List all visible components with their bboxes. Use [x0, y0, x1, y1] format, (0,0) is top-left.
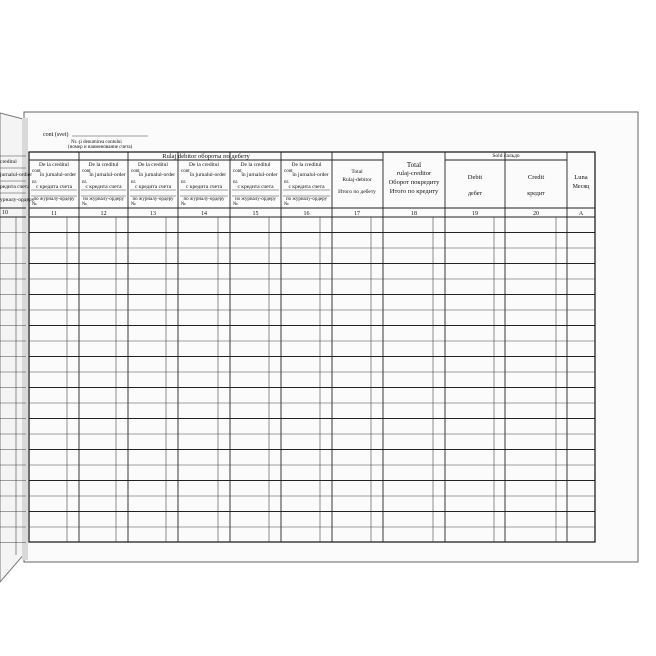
- total-credit-line: Total: [406, 161, 422, 169]
- left-header-line: creditul: [0, 159, 17, 165]
- debit-col-line3: în jurnalul-order: [89, 172, 126, 178]
- cont-label: cont (svet): [43, 132, 69, 138]
- debit-col-line3: în jurnalul-order: [189, 172, 227, 178]
- debit-col-line4: nr.: [181, 180, 187, 185]
- luna-ro: Luna: [574, 174, 588, 181]
- debit-group-title: Rulaj debitor обороты по дебету: [162, 153, 250, 160]
- debit-col-line3: în jurnalul-order: [39, 172, 77, 178]
- sold-credit-ru: кредит: [527, 191, 545, 197]
- left-header-line: jurnalul-ordier: [0, 172, 33, 178]
- debit-col-line3: în jurnalul-order: [292, 172, 329, 178]
- column-number: 17: [354, 211, 360, 217]
- debit-col-line6: по журналу-ордеру: [183, 197, 225, 202]
- total-debit-line: Rulaj-debitor: [342, 177, 372, 183]
- debit-col-line2: cont: [82, 169, 91, 174]
- debit-col-line1: De la creditul: [189, 162, 219, 168]
- column-number: 12: [100, 211, 107, 217]
- sold-debit-ro: Debit: [467, 174, 483, 181]
- luna-ru: Месяц: [572, 184, 590, 190]
- debit-col-line6: по журналу-ордеру: [285, 197, 328, 202]
- total-credit-line: rulaj-creditor: [396, 170, 432, 177]
- debit-col-line1: De la creditul: [39, 162, 69, 168]
- debit-col-line4: nr.: [131, 180, 137, 185]
- sold-title: Sold сальдо: [492, 153, 520, 159]
- debit-col-line2: cont: [131, 169, 140, 174]
- debit-col-line3: în jurnalul-order: [241, 172, 278, 178]
- debit-col-line4: nr.: [82, 180, 88, 185]
- debit-col-line7: №: [82, 202, 87, 207]
- column-number: 20: [533, 211, 539, 217]
- debit-col-line5: с кредита счета: [134, 184, 172, 190]
- column-number: 15: [252, 211, 259, 217]
- debit-col-line2: cont: [181, 169, 190, 174]
- debit-col-line7: №: [131, 202, 136, 207]
- total-debit-line: Итого по дебету: [338, 189, 376, 195]
- debit-col-line7: №: [32, 202, 37, 207]
- total-credit-line: Оборот покредиту: [388, 179, 440, 186]
- left-column-number: 10: [2, 210, 8, 216]
- debit-col-line4: nr.: [284, 180, 290, 185]
- column-number: 13: [150, 211, 156, 217]
- sold-credit-ro: Credit: [527, 174, 545, 181]
- total-credit-line: Итого по кредиту: [389, 188, 439, 195]
- column-number: 14: [201, 211, 207, 217]
- debit-col-line2: cont: [233, 169, 242, 174]
- cont-caption-ru: (номер и наименование счета): [68, 145, 133, 150]
- sold-debit-ru: дебет: [468, 191, 482, 197]
- debit-col-line7: №: [284, 202, 289, 207]
- debit-col-line4: nr.: [233, 180, 239, 185]
- debit-col-line5: с кредита счета: [185, 184, 223, 190]
- debit-col-line6: по журналу-ордеру: [234, 197, 277, 202]
- column-number: 18: [411, 211, 417, 217]
- debit-col-line5: с кредита счета: [85, 184, 122, 190]
- left-header-line: редита счета: [0, 184, 30, 190]
- cont-caption-ro: Nr. şi denumirea contului: [71, 140, 122, 145]
- debit-col-line6: по журналу-ордеру: [33, 197, 75, 202]
- debit-col-line5: с кредита счета: [288, 184, 325, 190]
- debit-col-line4: nr.: [32, 180, 38, 185]
- debit-col-line2: cont: [284, 169, 293, 174]
- debit-col-line7: №: [181, 202, 186, 207]
- column-number: 19: [472, 211, 478, 217]
- total-debit-line: Total: [351, 169, 363, 175]
- debit-col-line1: De la creditul: [240, 162, 271, 168]
- debit-col-line7: №: [233, 202, 238, 207]
- debit-col-line1: De la creditul: [138, 162, 168, 168]
- debit-col-line6: по журналу-ордеру: [132, 197, 174, 202]
- debit-col-line1: De la creditul: [291, 162, 322, 168]
- column-number: 11: [51, 211, 57, 217]
- debit-col-line2: cont: [32, 169, 41, 174]
- column-number: A: [578, 211, 584, 217]
- left-page-rows: [0, 233, 26, 543]
- column-number: 16: [303, 211, 310, 217]
- debit-col-line6: по журналу-ордеру: [82, 197, 125, 202]
- debit-col-line5: с кредита счета: [35, 184, 73, 190]
- debit-col-line5: с кредита счета: [237, 184, 274, 190]
- left-header-line: урналу-ордеру: [0, 197, 35, 203]
- debit-col-line3: în jurnalul-order: [138, 172, 176, 178]
- debit-col-line1: De la creditul: [88, 162, 119, 168]
